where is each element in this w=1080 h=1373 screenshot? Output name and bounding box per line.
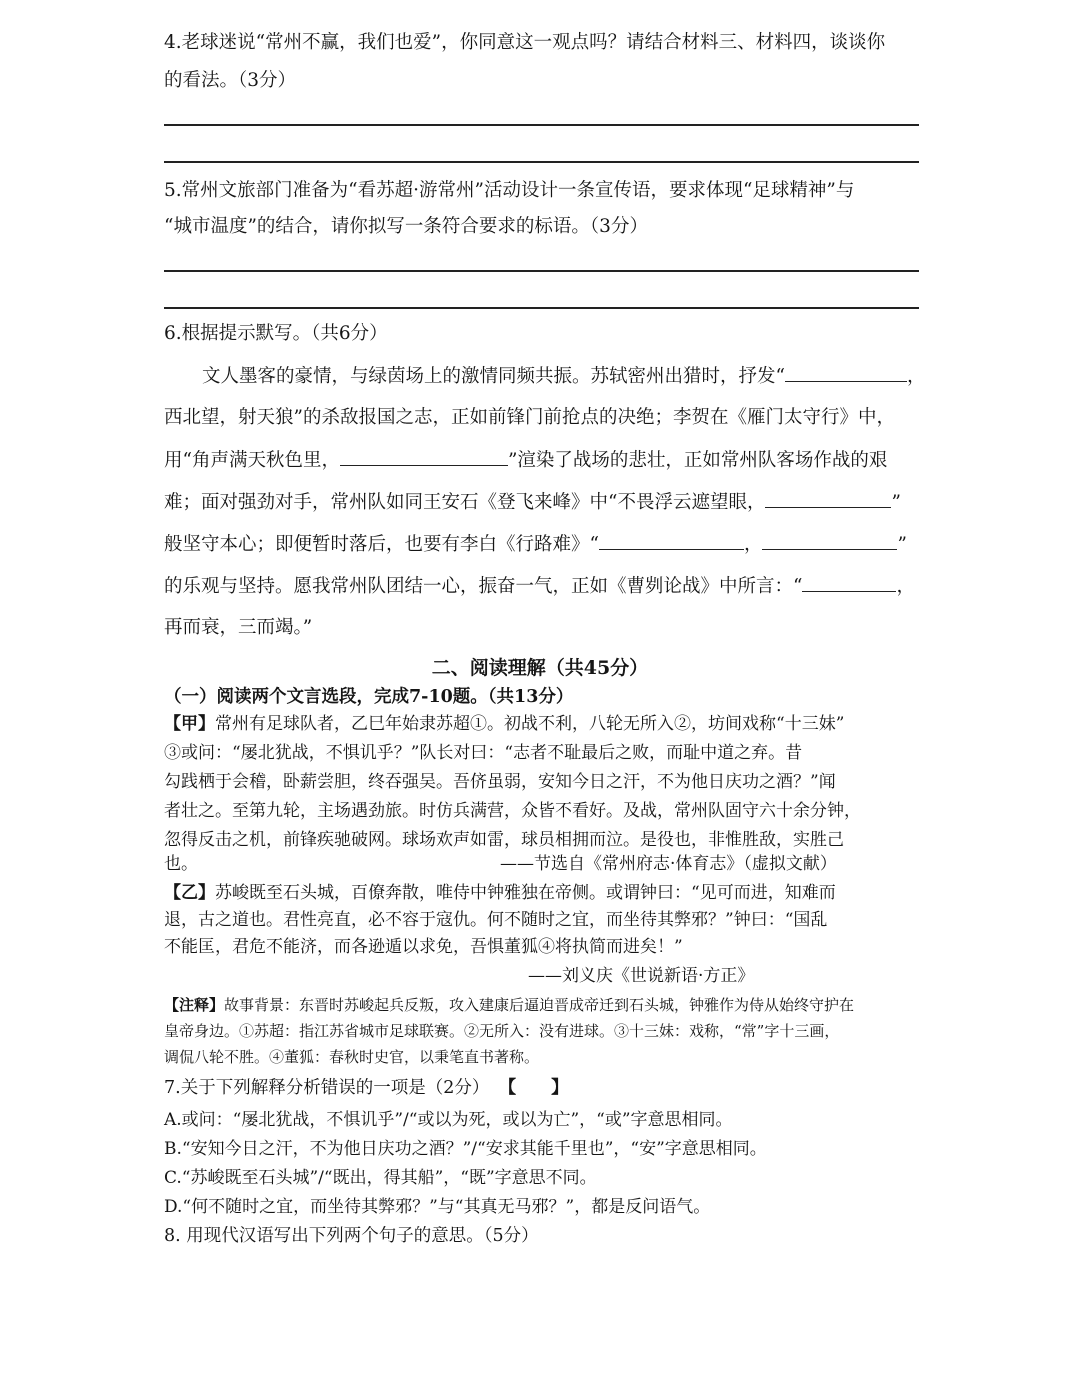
q6-text: ， <box>743 534 763 555</box>
q7-text: 7.关于下列解释分析错误的一项是（2分） <box>164 1078 490 1098</box>
section-subheading: （一）阅读两个文言选段，完成7-10题。（共13分） <box>164 687 574 707</box>
fill-blank[interactable] <box>599 531 744 550</box>
q8-stem: 8. 用现代汉语写出下列两个句子的意思。（5分） <box>164 1226 539 1246</box>
passage-jia-source: ——节选自《常州府志·体育志》（虚拟文献） <box>500 854 837 874</box>
passage-label: 【乙】 <box>164 883 215 903</box>
q6-text: ”渲染了战场的悲壮，正如常州队客场作战的艰 <box>507 450 888 471</box>
q6-line-5 <box>164 531 919 558</box>
q4-line-2: 的看法。（3分） <box>164 70 297 91</box>
note-label: 【注释】 <box>164 996 225 1014</box>
passage-jia-line-3: 勾践栖于会稽，卧薪尝胆，终吞强吴。吾侪虽弱，安知今日之汗，不为他日庆功之酒？”闻 <box>164 772 836 792</box>
q6-line-6 <box>164 573 919 600</box>
passage-text: 苏峻既至石头城，百僚奔散，唯侍中钟雅独在帝侧。或谓钟曰：“见可而进，知难而 <box>215 883 836 903</box>
passage-yi-line-2: 退，古之道也。君性亮直，必不容于寇仇。何不随时之宜，而坐待其弊邪？”钟曰：“国乱 <box>164 910 828 930</box>
answer-bracket[interactable]: 【 】 <box>507 1078 569 1098</box>
q7-option-b: B.“安知今日之汗，不为他日庆功之酒？”/“安求其能千里也”，“安”字意思相同。 <box>164 1139 767 1159</box>
note-line-3: 调侃八轮不胜。④董狐：春秋时史官，以秉笔直书著称。 <box>164 1048 540 1066</box>
q6-line-1 <box>164 363 926 390</box>
q6-text: ， <box>896 576 915 597</box>
q4-line-1: 4.老球迷说“常州不赢，我们也爱”，你同意这一观点吗？请结合材料三、材料四，谈谈你 <box>164 32 886 53</box>
q6-text: 文人墨客的豪情，与绿茵场上的激情同频共振。苏轼密州出猎时，抒发“ <box>202 366 785 387</box>
q6-text: 般坚守本心；即便暂时落后，也要有李白《行路难》“ <box>164 534 599 555</box>
q6-text: 用“角声满天秋色里， <box>164 450 340 471</box>
section-heading: 二、阅读理解（共45分） <box>431 657 649 679</box>
q7-stem <box>164 1076 569 1100</box>
fill-blank[interactable] <box>765 489 891 508</box>
passage-text: 常州有足球队者，乙巳年始隶苏超①。初战不利，八轮无所入②，坊间戏称“十三妹” <box>215 714 845 734</box>
fill-blank[interactable] <box>802 573 896 592</box>
q5-line-2: “城市温度”的结合，请你拟写一条符合要求的标语。（3分） <box>164 216 648 237</box>
note-line-1 <box>164 994 854 1016</box>
passage-jia-line-1 <box>164 712 844 736</box>
q6-text: ” <box>897 534 907 555</box>
q6-line-2: 西北望，射天狼”的杀敌报国之志，正如前锋门前抢点的决绝；李贺在《雁门太守行》中， <box>164 407 895 428</box>
q6-title: 6.根据提示默写。（共6分） <box>164 323 388 344</box>
passage-yi-line-1 <box>164 881 836 905</box>
fill-blank[interactable] <box>340 447 508 466</box>
q6-line-3 <box>164 447 919 474</box>
answer-line <box>164 307 919 309</box>
fill-blank[interactable] <box>762 531 897 550</box>
q6-line-7: 再而衰，三而竭。” <box>164 617 313 638</box>
passage-jia-line-4: 者壮之。至第九轮，主场遇劲旅。时仿兵满营，众皆不看好。及战，常州队固守六十余分钟， <box>164 801 861 821</box>
passage-yi-line-3: 不能匡，君危不能济，而各逊遁以求免，吾惧董狐④将执简而进矣！” <box>164 937 683 957</box>
q6-text: 难；面对强劲对手，常州队如同王安石《登飞来峰》中“不畏浮云遮望眼， <box>164 492 766 513</box>
note-text: 故事背景：东晋时苏峻起兵反叛，攻入建康后逼迫晋成帝迁到石头城，钟雅作为侍从始终守护在 <box>224 996 855 1014</box>
q6-text: 的乐观与坚持。愿我常州队团结一心，振奋一气，正如《曹刿论战》中所言：“ <box>164 576 803 597</box>
fill-blank[interactable] <box>785 363 907 382</box>
passage-jia-line-5: 忽得反击之机，前锋疾驰破网。球场欢声如雷，球员相拥而泣。是役也，非惟胜敌，实胜己 <box>164 830 844 850</box>
passage-jia-line-6: 也。 <box>164 854 198 874</box>
q6-text: ” <box>891 492 901 513</box>
q7-option-c: C.“苏峻既至石头城”/“既出，得其船”，“既”字意思不同。 <box>164 1168 597 1188</box>
q6-text: ， <box>906 366 926 387</box>
note-line-2: 皇帝身边。①苏超：指江苏省城市足球联赛。②无所入：没有进球。③十三妹：戏称，“常”字十三画， <box>164 1022 840 1040</box>
q7-option-d: D.“何不随时之宜，而坐待其弊邪？”与“其真无马邪？”，都是反问语气。 <box>164 1197 711 1217</box>
passage-label: 【甲】 <box>164 714 215 734</box>
passage-yi-source: ——刘义庆《世说新语·方正》 <box>528 966 755 986</box>
answer-line <box>164 124 919 126</box>
q7-option-a: A.或问：“屡北犹战，不惧讥乎”/“或以为死，或以为亡”，“或”字意思相同。 <box>164 1110 733 1130</box>
passage-jia-line-2: ③或问：“屡北犹战，不惧讥乎？”队长对曰：“志者不耻最后之败，而耻中道之弃。昔 <box>164 743 803 763</box>
answer-line <box>164 270 919 272</box>
answer-line <box>164 161 919 163</box>
q5-line-1: 5.常州文旅部门准备为“看苏超·游常州”活动设计一条宣传语，要求体现“足球精神”与 <box>164 180 855 201</box>
q6-line-4 <box>164 489 919 516</box>
